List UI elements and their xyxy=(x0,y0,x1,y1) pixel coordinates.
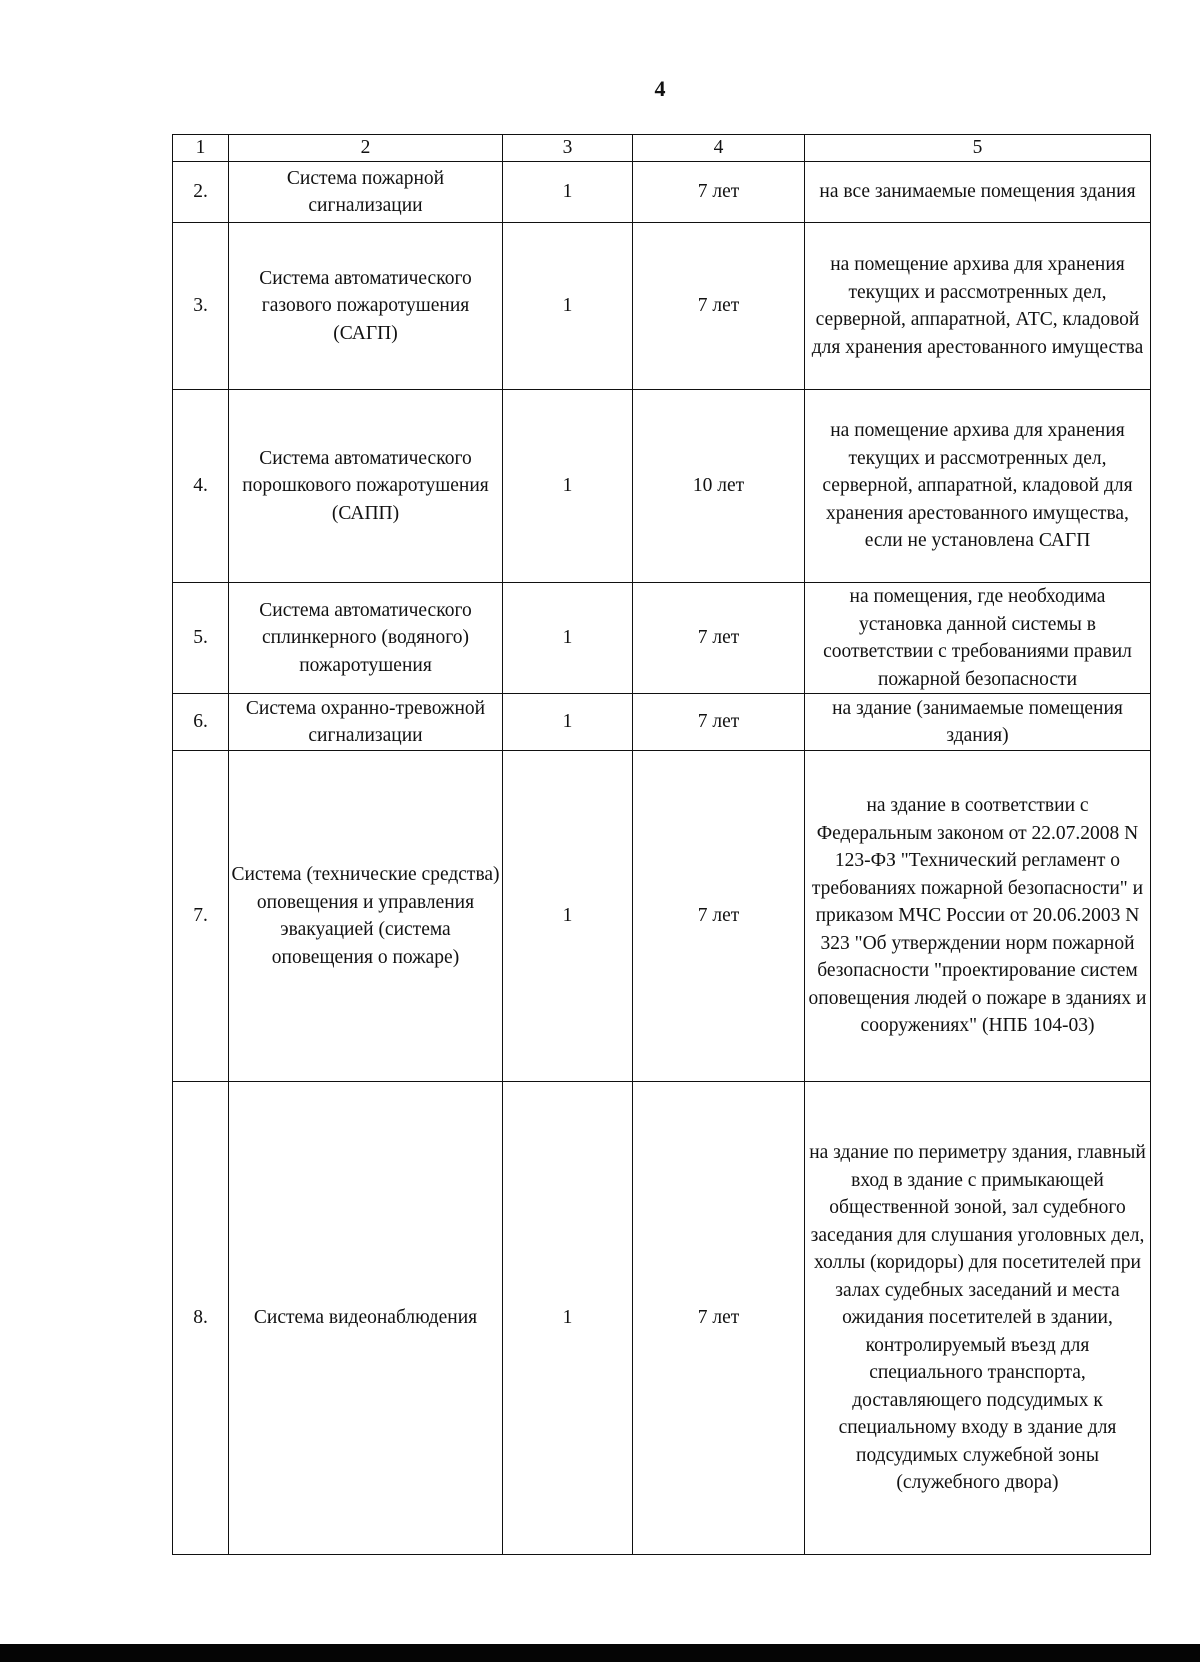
quantity: 1 xyxy=(503,390,633,583)
scope: на здание по периметру здания, главный вход в здание с примыкающей общественной зоной, зал судебного заседания для слушания уголовных дел, холлы (коридоры) для посетителей при залах судебных заседаний и места ожидания посетителей в здании, контролируемый въезд для специального транспорта, доставляющего подсудимых к специальному входу в здание для подсудимых служебной зоны (служебного двора) xyxy=(805,1082,1151,1555)
row-number: 7. xyxy=(173,751,229,1082)
table-row xyxy=(173,390,1151,583)
quantity: 1 xyxy=(503,694,633,751)
column-header: 1 xyxy=(173,135,229,162)
quantity: 1 xyxy=(503,751,633,1082)
column-header: 5 xyxy=(805,135,1151,162)
quantity: 1 xyxy=(503,583,633,694)
column-header: 4 xyxy=(633,135,805,162)
row-number: 5. xyxy=(173,583,229,694)
page-number: 4 xyxy=(654,76,666,101)
scope: на здание в соответствии с Федеральным законом от 22.07.2008 N 123-ФЗ "Технический регламент о требованиях пожарной безопасности" и приказом МЧС России от 20.06.2003 N 323 "Об утверждении норм пожарной безопасности "проектирование систем оповещения людей о пожаре в зданиях и сооружениях" (НПБ 104-03) xyxy=(805,751,1151,1082)
scope: на все занимаемые помещения здания xyxy=(805,162,1151,223)
table-row xyxy=(173,583,1151,694)
row-number: 3. xyxy=(173,223,229,390)
system-name: Система автоматического газового пожаротушения (САГП) xyxy=(229,223,503,390)
table-row xyxy=(173,223,1151,390)
column-header: 3 xyxy=(503,135,633,162)
term: 7 лет xyxy=(633,583,805,694)
row-number: 4. xyxy=(173,390,229,583)
scope: на помещения, где необходима установка данной системы в соответствии с требованиями правил пожарной безопасности xyxy=(805,583,1151,694)
scan-bottom-edge xyxy=(0,1644,1200,1662)
system-name: Система пожарной сигнализации xyxy=(229,162,503,223)
system-name: Система видеонаблюдения xyxy=(229,1082,503,1555)
term: 7 лет xyxy=(633,751,805,1082)
table-row xyxy=(173,751,1151,1082)
term: 7 лет xyxy=(633,694,805,751)
scope: на помещение архива для хранения текущих и рассмотренных дел, серверной, аппаратной, кладовой для хранения арестованного имущества, если не установлена САГП xyxy=(805,390,1151,583)
system-name: Система автоматического порошкового пожаротушения (САПП) xyxy=(229,390,503,583)
table-row xyxy=(173,1082,1151,1555)
table-header-row xyxy=(173,135,1151,162)
system-name: Система (технические средства) оповещения и управления эвакуацией (система оповещения о пожаре) xyxy=(229,751,503,1082)
system-name: Система охранно-тревожной сигнализации xyxy=(229,694,503,751)
term: 7 лет xyxy=(633,223,805,390)
systems-table xyxy=(172,134,1151,1555)
scope: на здание (занимаемые помещения здания) xyxy=(805,694,1151,751)
scope: на помещение архива для хранения текущих и рассмотренных дел, серверной, аппаратной, АТС, кладовой для хранения арестованного имущества xyxy=(805,223,1151,390)
row-number: 2. xyxy=(173,162,229,223)
quantity: 1 xyxy=(503,223,633,390)
term: 7 лет xyxy=(633,162,805,223)
system-name: Система автоматического сплинкерного (водяного) пожаротушения xyxy=(229,583,503,694)
term: 10 лет xyxy=(633,390,805,583)
quantity: 1 xyxy=(503,1082,633,1555)
row-number: 8. xyxy=(173,1082,229,1555)
column-header: 2 xyxy=(229,135,503,162)
table-row xyxy=(173,694,1151,751)
quantity: 1 xyxy=(503,162,633,223)
table-row xyxy=(173,162,1151,223)
row-number: 6. xyxy=(173,694,229,751)
term: 7 лет xyxy=(633,1082,805,1555)
